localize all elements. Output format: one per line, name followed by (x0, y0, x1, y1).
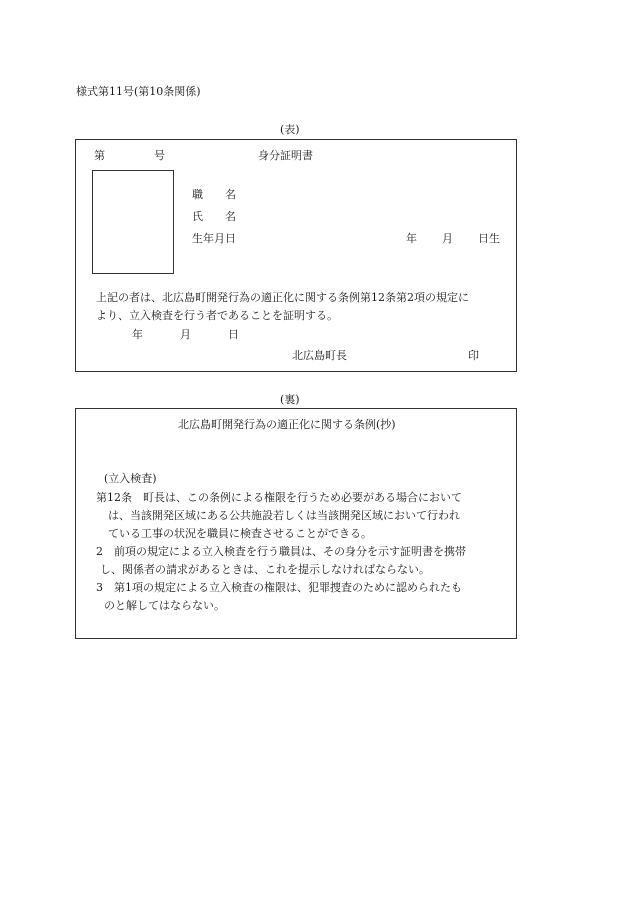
certification-text (96, 289, 469, 325)
paragraph-line: のと解してはならない。 (104, 599, 225, 612)
article-line: ている工事の状況を職員に検査させることができる。 (108, 527, 372, 540)
birth-month-label: 月 (442, 232, 453, 245)
field-name-label: 氏 名 (192, 210, 236, 223)
paragraph-line: し、関係者の請求があるときは、これを提示しなければならない。 (100, 563, 430, 576)
number-suffix: 号 (154, 149, 165, 162)
article-12-text (96, 489, 462, 543)
number-prefix: 第 (94, 149, 105, 162)
date-year-label: 年 (132, 328, 143, 341)
article-line: は、当該開発区域にある公共施設若しくは当該開発区域において行われ (108, 509, 460, 522)
field-birth-label: 生年月日 (192, 232, 236, 245)
field-post-label: 職 名 (192, 188, 236, 201)
back-side-label: (裏) (280, 393, 300, 406)
paragraph-3-text (96, 579, 462, 615)
certificate-title: 身分証明書 (258, 149, 313, 162)
ordinance-title: 北広島町開発行為の適正化に関する条例(抄) (178, 418, 396, 431)
photo-frame (92, 170, 174, 274)
article-line: 第12条 町長は、この条例による権限を行うため必要がある場合において (96, 491, 462, 504)
article-heading: (立入検査) (104, 472, 157, 485)
date-month-label: 月 (180, 328, 191, 341)
birth-day-label: 日生 (478, 232, 500, 245)
front-side-label: (表) (280, 123, 300, 136)
certification-line: より、立入検査を行う者であることを証明する。 (96, 309, 338, 322)
issuer-name: 北広島町長 (292, 349, 347, 362)
date-day-label: 日 (228, 328, 239, 341)
paragraph-line: 3 第1項の規定による立入検査の権限は、犯罪捜査のために認められたも (96, 581, 462, 594)
paragraph-2-text (96, 543, 466, 579)
certification-line: 上記の者は、北広島町開発行為の適正化に関する条例第12条第2項の規定に (96, 291, 469, 304)
birth-year-label: 年 (406, 232, 417, 245)
paragraph-line: 2 前項の規定による立入検査を行う職員は、その身分を示す証明書を携帯 (96, 545, 466, 558)
form-label: 様式第11号(第10条関係) (76, 85, 201, 98)
seal-mark: 印 (468, 349, 479, 362)
